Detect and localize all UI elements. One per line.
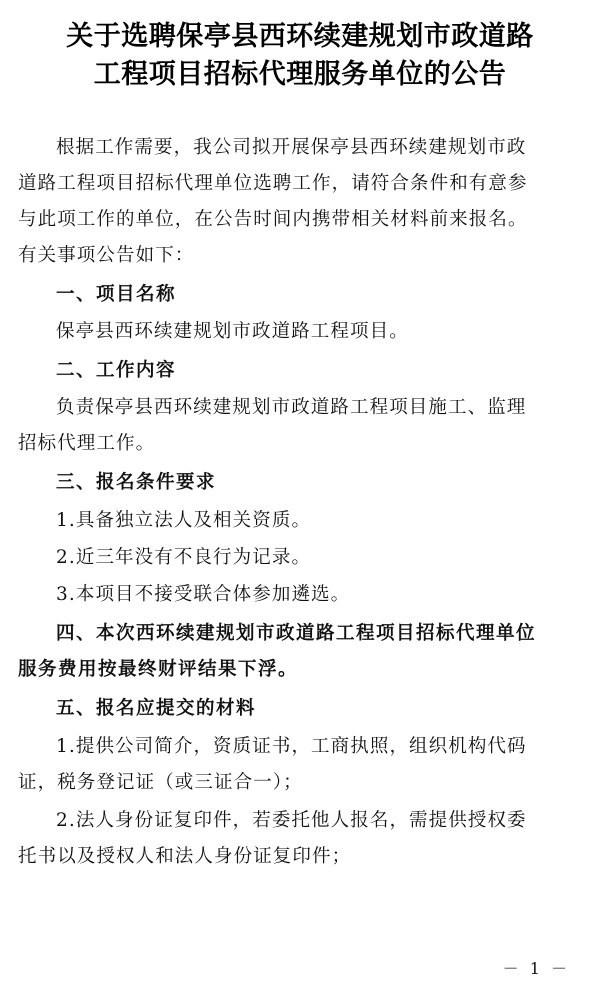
page-number: － 1 － <box>502 959 570 978</box>
section-1-heading: 一、项目名称 <box>56 284 177 305</box>
intro-line-2: 道路工程项目招标代理单位选聘工作，请符合条件和有意参 <box>18 173 528 194</box>
section-3-item-2: 2.近三年没有不良行为记录。 <box>56 547 312 568</box>
section-4-heading-line-1: 四、本次西环续建规划市政道路工程项目招标代理单位 <box>56 623 537 644</box>
intro-line-3: 与此项工作的单位，在公告时间内携带相关材料前来报名。 <box>18 209 528 230</box>
intro-line-4: 有关事项公告如下： <box>18 245 195 266</box>
section-3-heading: 三、报名条件要求 <box>56 472 217 493</box>
section-3-item-1: 1.具备独立法人及相关资质。 <box>56 510 312 531</box>
section-5-item-1-line-1: 1.提供公司简介，资质证书，工商执照，组织机构代码 <box>56 736 527 757</box>
section-5-item-2-line-1: 2.法人身份证复印件，若委托他人报名，需提供授权委 <box>56 810 527 831</box>
section-1-content: 保亭县西环续建规划市政道路工程项目。 <box>56 321 409 342</box>
section-2-content-line-1: 负责保亭县西环续建规划市政道路工程项目施工、监理 <box>56 397 527 418</box>
title-line-1: 关于选聘保亭县西环续建规划市政道路 <box>66 21 534 52</box>
intro-line-1: 根据工作需要，我公司拟开展保亭县西环续建规划市政 <box>56 137 527 158</box>
section-5-item-2-line-2: 托书以及授权人和法人身份证复印件； <box>18 846 352 867</box>
section-2-content-line-2: 招标代理工作。 <box>18 433 156 454</box>
section-2-heading: 二、工作内容 <box>56 360 177 381</box>
section-5-item-1-line-2: 证，税务登记证（或三证合一）； <box>18 772 303 793</box>
section-3-item-3: 3.本项目不接受联合体参加遴选。 <box>56 584 351 605</box>
section-5-heading: 五、报名应提交的材料 <box>56 698 257 719</box>
section-4-heading-line-2: 服务费用按最终财评结果下浮。 <box>18 659 299 680</box>
title-line-2: 工程项目招标代理服务单位的公告 <box>93 59 507 90</box>
